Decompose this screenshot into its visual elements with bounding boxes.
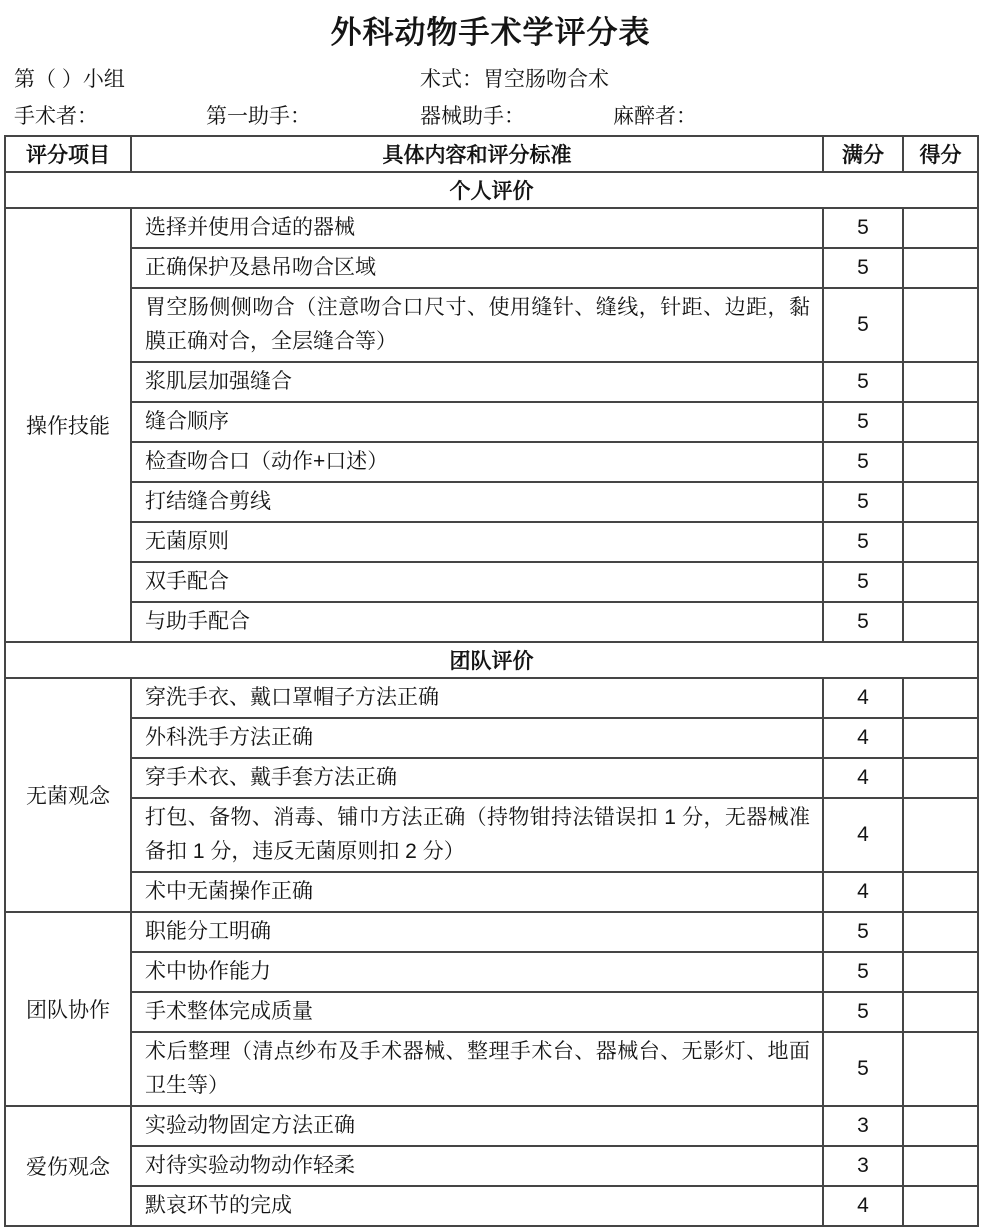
max-score-cell: 5 xyxy=(823,992,903,1032)
item-content: 职能分工明确 xyxy=(131,912,823,952)
column-header: 具体内容和评分标准 xyxy=(131,136,823,172)
item-row xyxy=(5,1146,978,1186)
score-cell xyxy=(903,718,978,758)
item-content: 正确保护及悬吊吻合区域 xyxy=(131,248,823,288)
item-content: 外科洗手方法正确 xyxy=(131,718,823,758)
score-cell xyxy=(903,952,978,992)
item-row xyxy=(5,718,978,758)
item-row xyxy=(5,482,978,522)
max-score-cell: 5 xyxy=(823,248,903,288)
item-row xyxy=(5,362,978,402)
max-score-cell: 4 xyxy=(823,718,903,758)
category-cell: 爱伤观念 xyxy=(5,1106,131,1226)
score-cell xyxy=(903,758,978,798)
max-score-cell: 5 xyxy=(823,1032,903,1106)
category-cell: 团队协作 xyxy=(5,912,131,1106)
score-cell xyxy=(903,562,978,602)
score-cell xyxy=(903,798,978,872)
item-content: 手术整体完成质量 xyxy=(131,992,823,1032)
item-content: 选择并使用合适的器械 xyxy=(131,208,823,248)
item-row xyxy=(5,288,978,362)
item-content: 打包、备物、消毒、铺巾方法正确（持物钳持法错误扣 1 分，无器械准备扣 1 分，违反无菌原则扣 2 分） xyxy=(131,798,823,872)
max-score-cell: 5 xyxy=(823,602,903,642)
max-score-cell: 4 xyxy=(823,1186,903,1226)
score-cell xyxy=(903,1106,978,1146)
item-content: 默哀环节的完成 xyxy=(131,1186,823,1226)
item-row xyxy=(5,602,978,642)
item-row xyxy=(5,678,978,718)
item-content: 穿手术衣、戴手套方法正确 xyxy=(131,758,823,798)
column-header: 得分 xyxy=(903,136,978,172)
score-cell xyxy=(903,208,978,248)
score-cell xyxy=(903,602,978,642)
score-cell xyxy=(903,872,978,912)
item-row xyxy=(5,522,978,562)
page-title: 外科动物手术学评分表 xyxy=(330,15,651,50)
item-row xyxy=(5,952,978,992)
item-content: 对待实验动物动作轻柔 xyxy=(131,1146,823,1186)
max-score-cell: 4 xyxy=(823,798,903,872)
item-content: 穿洗手衣、戴口罩帽子方法正确 xyxy=(131,678,823,718)
item-row xyxy=(5,442,978,482)
column-header: 评分项目 xyxy=(5,136,131,172)
item-content: 术后整理（清点纱布及手术器械、整理手术台、器械台、无影灯、地面卫生等） xyxy=(131,1032,823,1106)
item-content: 与助手配合 xyxy=(131,602,823,642)
section-header: 团队评价 xyxy=(5,642,978,678)
item-row xyxy=(5,402,978,442)
item-row xyxy=(5,248,978,288)
item-content: 术中无菌操作正确 xyxy=(131,872,823,912)
first-assistant-field: 第一助手： xyxy=(206,105,311,128)
category-cell: 操作技能 xyxy=(5,208,131,642)
item-content: 缝合顺序 xyxy=(131,402,823,442)
item-row xyxy=(5,208,978,248)
max-score-cell: 3 xyxy=(823,1106,903,1146)
score-cell xyxy=(903,248,978,288)
max-score-cell: 5 xyxy=(823,208,903,248)
max-score-cell: 5 xyxy=(823,362,903,402)
score-table-body xyxy=(5,136,978,1226)
item-content: 浆肌层加强缝合 xyxy=(131,362,823,402)
surgeon-field: 手术者： xyxy=(14,105,98,128)
item-content: 胃空肠侧侧吻合（注意吻合口尺寸、使用缝针、缝线，针距、边距，黏膜正确对合，全层缝合等） xyxy=(131,288,823,362)
item-row xyxy=(5,1032,978,1106)
table-header-row xyxy=(5,136,978,172)
item-content: 检查吻合口（动作+口述） xyxy=(131,442,823,482)
section-header: 个人评价 xyxy=(5,172,978,208)
procedure-field: 术式：胃空肠吻合术 xyxy=(420,68,609,91)
score-cell xyxy=(903,362,978,402)
item-content: 术中协作能力 xyxy=(131,952,823,992)
score-cell xyxy=(903,482,978,522)
max-score-cell: 4 xyxy=(823,872,903,912)
score-cell xyxy=(903,1186,978,1226)
max-score-cell: 5 xyxy=(823,562,903,602)
item-row xyxy=(5,758,978,798)
item-row xyxy=(5,912,978,952)
max-score-cell: 5 xyxy=(823,402,903,442)
item-content: 打结缝合剪线 xyxy=(131,482,823,522)
section-row xyxy=(5,642,978,678)
max-score-cell: 5 xyxy=(823,522,903,562)
score-table xyxy=(4,135,979,1227)
item-row xyxy=(5,992,978,1032)
max-score-cell: 5 xyxy=(823,288,903,362)
instrument-assistant-field: 器械助手： xyxy=(420,105,525,128)
score-cell xyxy=(903,1146,978,1186)
item-content: 实验动物固定方法正确 xyxy=(131,1106,823,1146)
section-row xyxy=(5,172,978,208)
item-row xyxy=(5,872,978,912)
score-cell xyxy=(903,402,978,442)
score-cell xyxy=(903,522,978,562)
category-cell: 无菌观念 xyxy=(5,678,131,912)
anesthetist-field: 麻醉者： xyxy=(613,105,697,128)
max-score-cell: 4 xyxy=(823,758,903,798)
item-row xyxy=(5,1186,978,1226)
max-score-cell: 5 xyxy=(823,952,903,992)
item-content: 双手配合 xyxy=(131,562,823,602)
score-cell xyxy=(903,992,978,1032)
group-number-field: 第（ ）小组 xyxy=(14,68,125,91)
max-score-cell: 5 xyxy=(823,442,903,482)
column-header: 满分 xyxy=(823,136,903,172)
item-row xyxy=(5,798,978,872)
max-score-cell: 5 xyxy=(823,482,903,522)
item-content: 无菌原则 xyxy=(131,522,823,562)
score-cell xyxy=(903,1032,978,1106)
score-cell xyxy=(903,912,978,952)
score-cell xyxy=(903,442,978,482)
max-score-cell: 3 xyxy=(823,1146,903,1186)
max-score-cell: 4 xyxy=(823,678,903,718)
item-row xyxy=(5,1106,978,1146)
score-cell xyxy=(903,288,978,362)
item-row xyxy=(5,562,978,602)
score-cell xyxy=(903,678,978,718)
max-score-cell: 5 xyxy=(823,912,903,952)
